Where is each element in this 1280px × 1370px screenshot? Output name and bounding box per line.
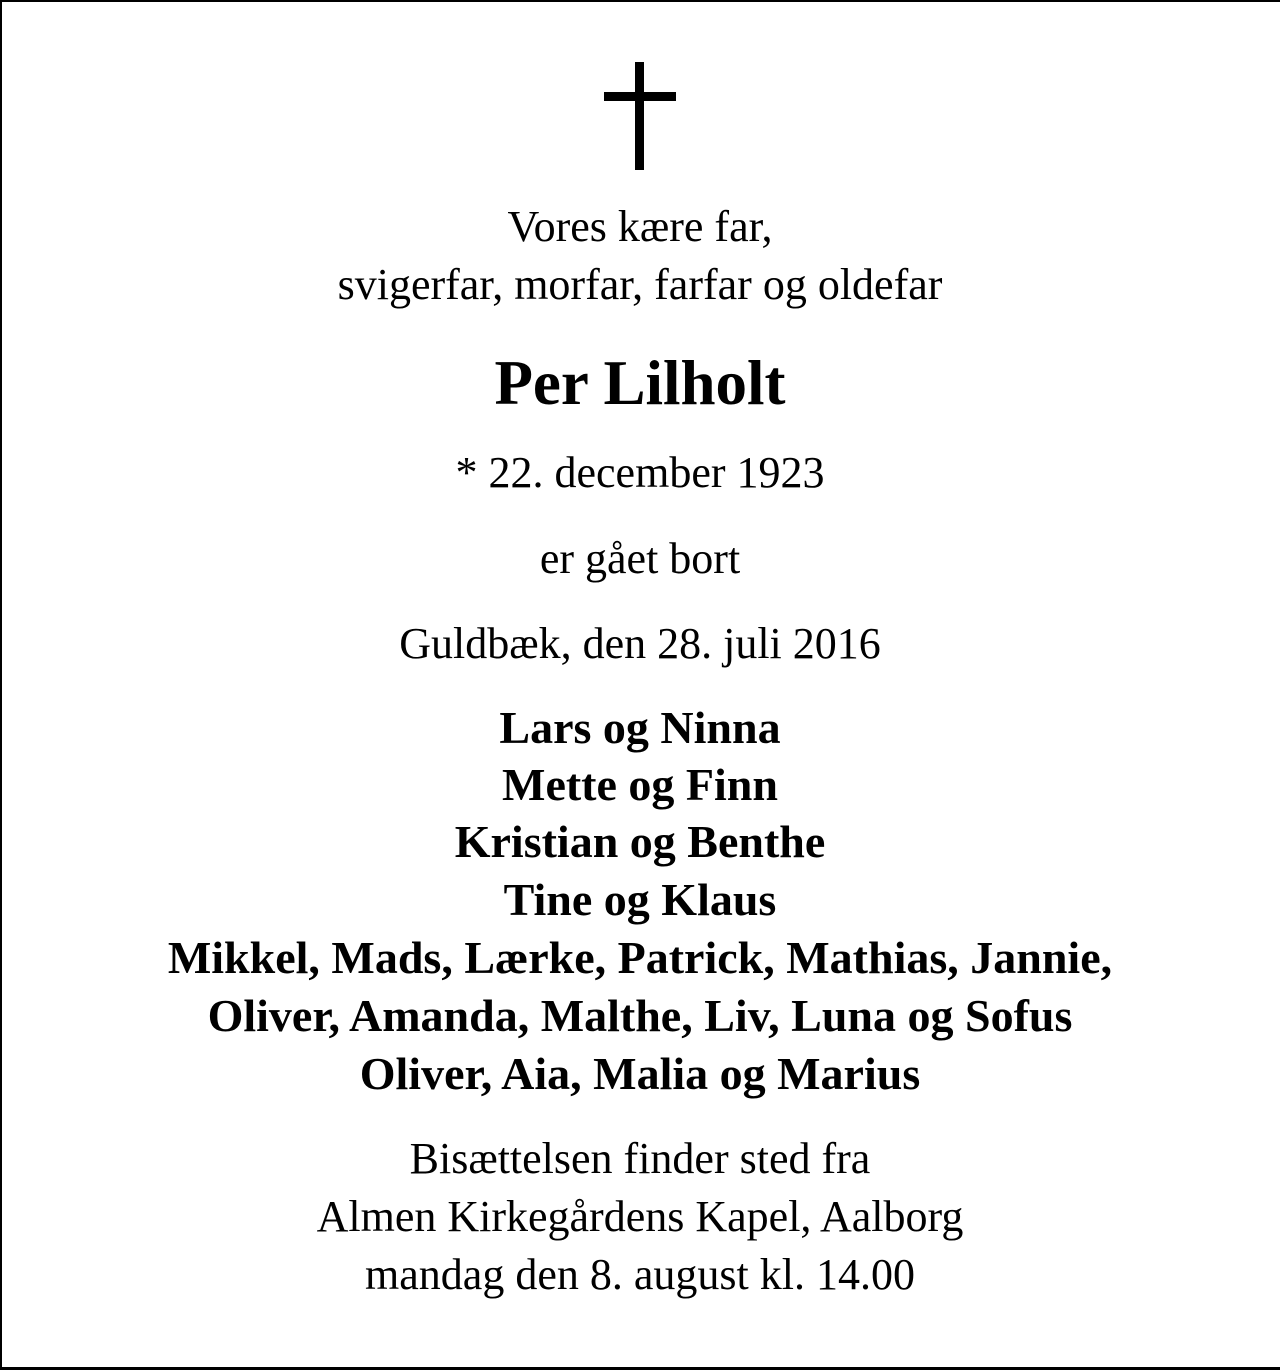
family-line: Mette og Finn bbox=[502, 759, 778, 810]
service-line-3: mandag den 8. august kl. 14.00 bbox=[365, 1250, 915, 1299]
family-line: Tine og Klaus bbox=[503, 874, 777, 925]
deceased-name: Per Lilholt bbox=[494, 348, 786, 418]
place-and-date: Guldbæk, den 28. juli 2016 bbox=[399, 619, 881, 668]
service-line-1: Bisættelsen finder sted fra bbox=[409, 1134, 871, 1183]
family-line: Mikkel, Mads, Lærke, Patrick, Mathias, Jannie, bbox=[167, 932, 1113, 983]
family-line: Lars og Ninna bbox=[499, 702, 781, 753]
service-line-2: Almen Kirkegårdens Kapel, Aalborg bbox=[316, 1192, 964, 1241]
family-line: Oliver, Aia, Malia og Marius bbox=[359, 1048, 921, 1099]
birth-date: * 22. december 1923 bbox=[455, 448, 825, 497]
passed-away-text: er gået bort bbox=[539, 534, 741, 583]
intro-line-1: Vores kære far, bbox=[507, 202, 773, 251]
family-line: Oliver, Amanda, Malthe, Liv, Luna og Sofus bbox=[207, 990, 1073, 1041]
cross-icon bbox=[604, 62, 676, 170]
intro-line-2: svigerfar, morfar, farfar og oldefar bbox=[337, 260, 943, 309]
family-line: Kristian og Benthe bbox=[454, 816, 826, 867]
